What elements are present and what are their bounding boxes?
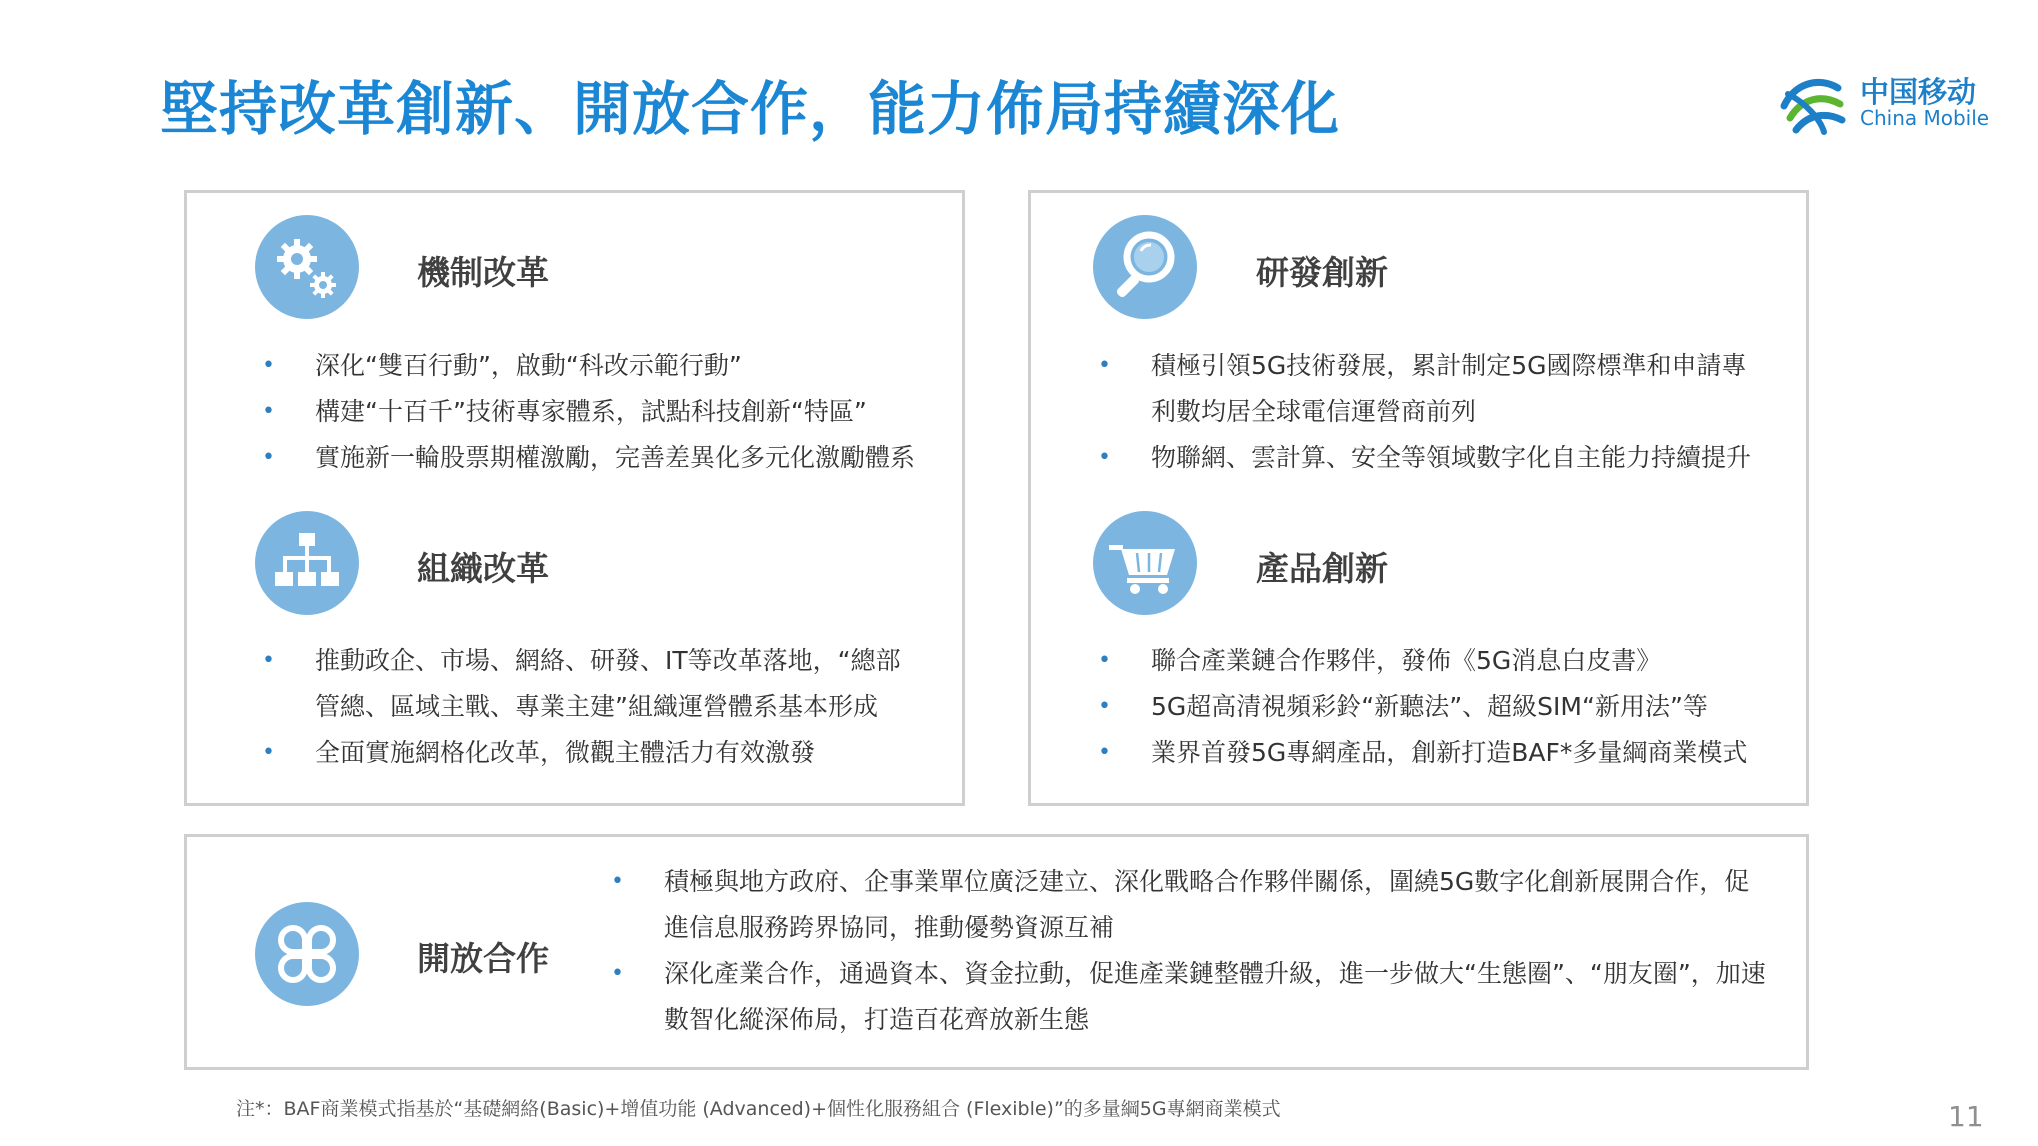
section-title: 機制改革 — [417, 253, 549, 292]
list-item: • 深化“雙百行動”，啟動“科改示範行動” — [262, 343, 922, 389]
footnote: 注*：BAF商業模式指基於“基礎網絡(Basic)+增值功能 (Advanced)+個性化服務組合 (Flexible)”的多量綱5G專網商業模式 — [236, 1098, 1281, 1120]
list-item: • 全面實施網格化改革，微觀主體活力有效激發 — [262, 730, 902, 776]
panel-open-cooperation — [184, 834, 1809, 1070]
list-item: • 實施新一輪股票期權激勵，完善差異化多元化激勵體系 — [262, 435, 922, 481]
bullet-list — [611, 859, 1771, 1043]
bullet-list — [1098, 638, 1768, 776]
logo-name-cn: 中国移动 — [1860, 75, 1977, 109]
section-title: 研發創新 — [1256, 253, 1388, 292]
list-item: • 業界首發5G專網產品，創新打造BAF*多量綱商業模式 — [1098, 730, 1768, 776]
china-mobile-emblem-icon — [1778, 66, 1850, 138]
panel-mechanism-reform — [184, 190, 965, 806]
list-item: • 積極與地方政府、企事業單位廣泛建立、深化戰略合作夥伴關係，圍繞5G數字化創新展開合作，促進信息服務跨界協同，推動優勢資源互補 — [611, 859, 1771, 951]
cart-icon — [1093, 511, 1197, 615]
list-item: • 積極引領5G技術發展，累計制定5G國際標準和申請專利數均居全球電信運營商前列 — [1098, 343, 1768, 435]
magnifier-icon — [1093, 215, 1197, 319]
list-item: • 5G超高清視頻彩鈴“新聽法”、超級SIM“新用法”等 — [1098, 684, 1768, 730]
bullet-list — [1098, 343, 1768, 481]
list-item: • 構建“十百千”技術專家體系，試點科技創新“特區” — [262, 389, 922, 435]
page-number: 11 — [1948, 1100, 1984, 1133]
list-item: • 聯合產業鏈合作夥伴，發佈《5G消息白皮書》 — [1098, 638, 1768, 684]
panel-rnd-innovation — [1028, 190, 1809, 806]
section-title: 開放合作 — [417, 939, 549, 978]
section-title: 組織改革 — [417, 549, 549, 588]
bullet-list — [262, 638, 902, 776]
list-item: • 物聯網、雲計算、安全等領域數字化自主能力持續提升 — [1098, 435, 1768, 481]
gears-icon — [255, 215, 359, 319]
list-item: • 推動政企、市場、網絡、研發、IT等改革落地，“總部管總、區域主戰、專業主建”組織運營體系基本形成 — [262, 638, 902, 730]
china-mobile-logo — [1778, 66, 1988, 136]
section-title: 產品創新 — [1256, 549, 1388, 588]
list-item: • 深化產業合作，通過資本、資金拉動，促進產業鏈整體升級，進一步做大“生態圈”、“朋友圈”，加速數智化縱深佈局，打造百花齊放新生態 — [611, 951, 1771, 1043]
page-title: 堅持改革創新、開放合作，能力佈局持續深化 — [160, 75, 1341, 143]
logo-name-en: China Mobile — [1860, 106, 1990, 130]
bullet-list — [262, 343, 922, 481]
org-chart-icon — [255, 511, 359, 615]
four-loops-icon — [255, 902, 359, 1006]
